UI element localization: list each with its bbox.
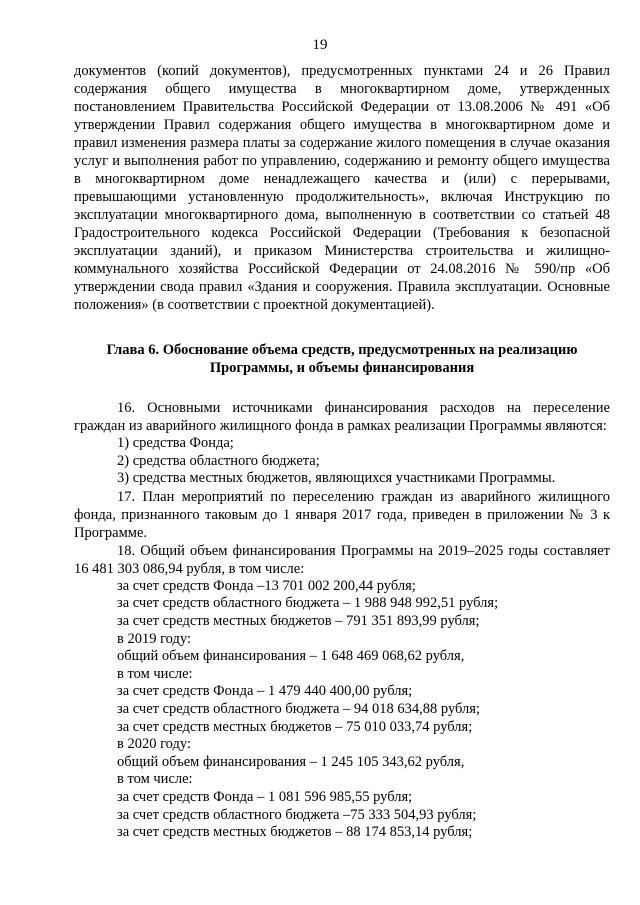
financing-line: за счет средств областного бюджета – 94 018 634,88 рубля;: [117, 700, 480, 717]
chapter-title-line2: Программы, и объемы финансирования: [209, 360, 475, 376]
financing-line: за счет средств Фонда –13 701 002 200,44 рубля;: [117, 577, 416, 594]
source-item: 1) средства Фонда;: [117, 435, 234, 451]
page-number: 19: [312, 37, 328, 53]
financing-line: за счет средств областного бюджета – 1 988 948 992,51 рубля;: [117, 595, 499, 612]
financing-line: в том числе:: [117, 665, 193, 682]
source-item: 2) средства областного бюджета;: [117, 452, 320, 469]
financing-line: в 2020 году:: [117, 736, 191, 753]
financing-line: за счет средств местных бюджетов – 88 174 853,14 рубля;: [117, 824, 473, 841]
spacer: [74, 377, 610, 399]
financing-line: за счет средств местных бюджетов – 791 351 893,99 рубля;: [117, 612, 480, 629]
paragraph-17: 17. План мероприятий по переселению граждан из аварийного жилищного фонда, признанного таковым до 1 января 2017 года, приведен в приложении № 3 к Программе.: [74, 488, 610, 541]
paragraph-16: 16. Основными источниками финансирования расходов на переселение граждан из аварийного жилищного фонда в рамках реализации Программы являются:: [74, 400, 610, 434]
financing-line: в том числе:: [117, 771, 193, 788]
financing-line: в 2019 году:: [117, 630, 191, 647]
financing-line: за счет средств местных бюджетов – 75 010 033,74 рубля;: [117, 718, 473, 735]
financing-line: общий объем финансирования – 1 648 469 068,62 рубля,: [117, 648, 465, 665]
financing-line: за счет средств Фонда – 1 081 596 985,55 рубля;: [117, 788, 413, 805]
source-item: 3) средства местных бюджетов, являющихся участниками Программы.: [117, 470, 556, 487]
chapter-title-line1: Глава 6. Обоснование объема средств, предусмотренных на реализацию: [106, 342, 578, 358]
chapter-title: [74, 341, 610, 377]
intro-paragraph: документов (копий документов), предусмотренных пунктами 24 и 26 Правил содержания общего имущества в многоквартирном доме, утвержденных постановлением Правительства Российской Федерации от 13.08.2006 № 491 «Об утверждении Правил содержания общего имущества в многоквартирном доме и правил изменения размера платы за содержание жилого помещения в случае оказания услуг и выполнения работ по управлению, содержанию и ремонту общего имущества в многоквартирном доме ненадлежащего качества и (или) с перерывами, превышающими установленную продолжительность», включая Инструкцию по эксплуатации многоквартирного дома, выполненную в соответствии со статьей 48 Градостроительного кодекса Российской Федерации (Требования к безопасной эксплуатации зданий), и приказом Министерства строительства и жилищно-коммунального хозяйства Российской Федерации от 24.08.2016 № 590/пр «Об утверждении свода правил «Здания и сооружения. Правила эксплуатации. Основные положения» (в соответствии с проектной документацией).: [74, 63, 610, 313]
spacer: [74, 314, 610, 341]
paragraph-18: 18. Общий объем финансирования Программы на 2019–2025 годы составляет 16 481 303 086,94 рубля, в том числе:: [74, 542, 610, 577]
document-body: [74, 62, 610, 842]
financing-line: общий объем финансирования – 1 245 105 343,62 рубля,: [117, 753, 465, 770]
financing-line: за счет средств Фонда – 1 479 440 400,00 рубля;: [117, 683, 413, 700]
financing-line: за счет средств областного бюджета –75 333 504,93 рубля;: [117, 806, 477, 823]
